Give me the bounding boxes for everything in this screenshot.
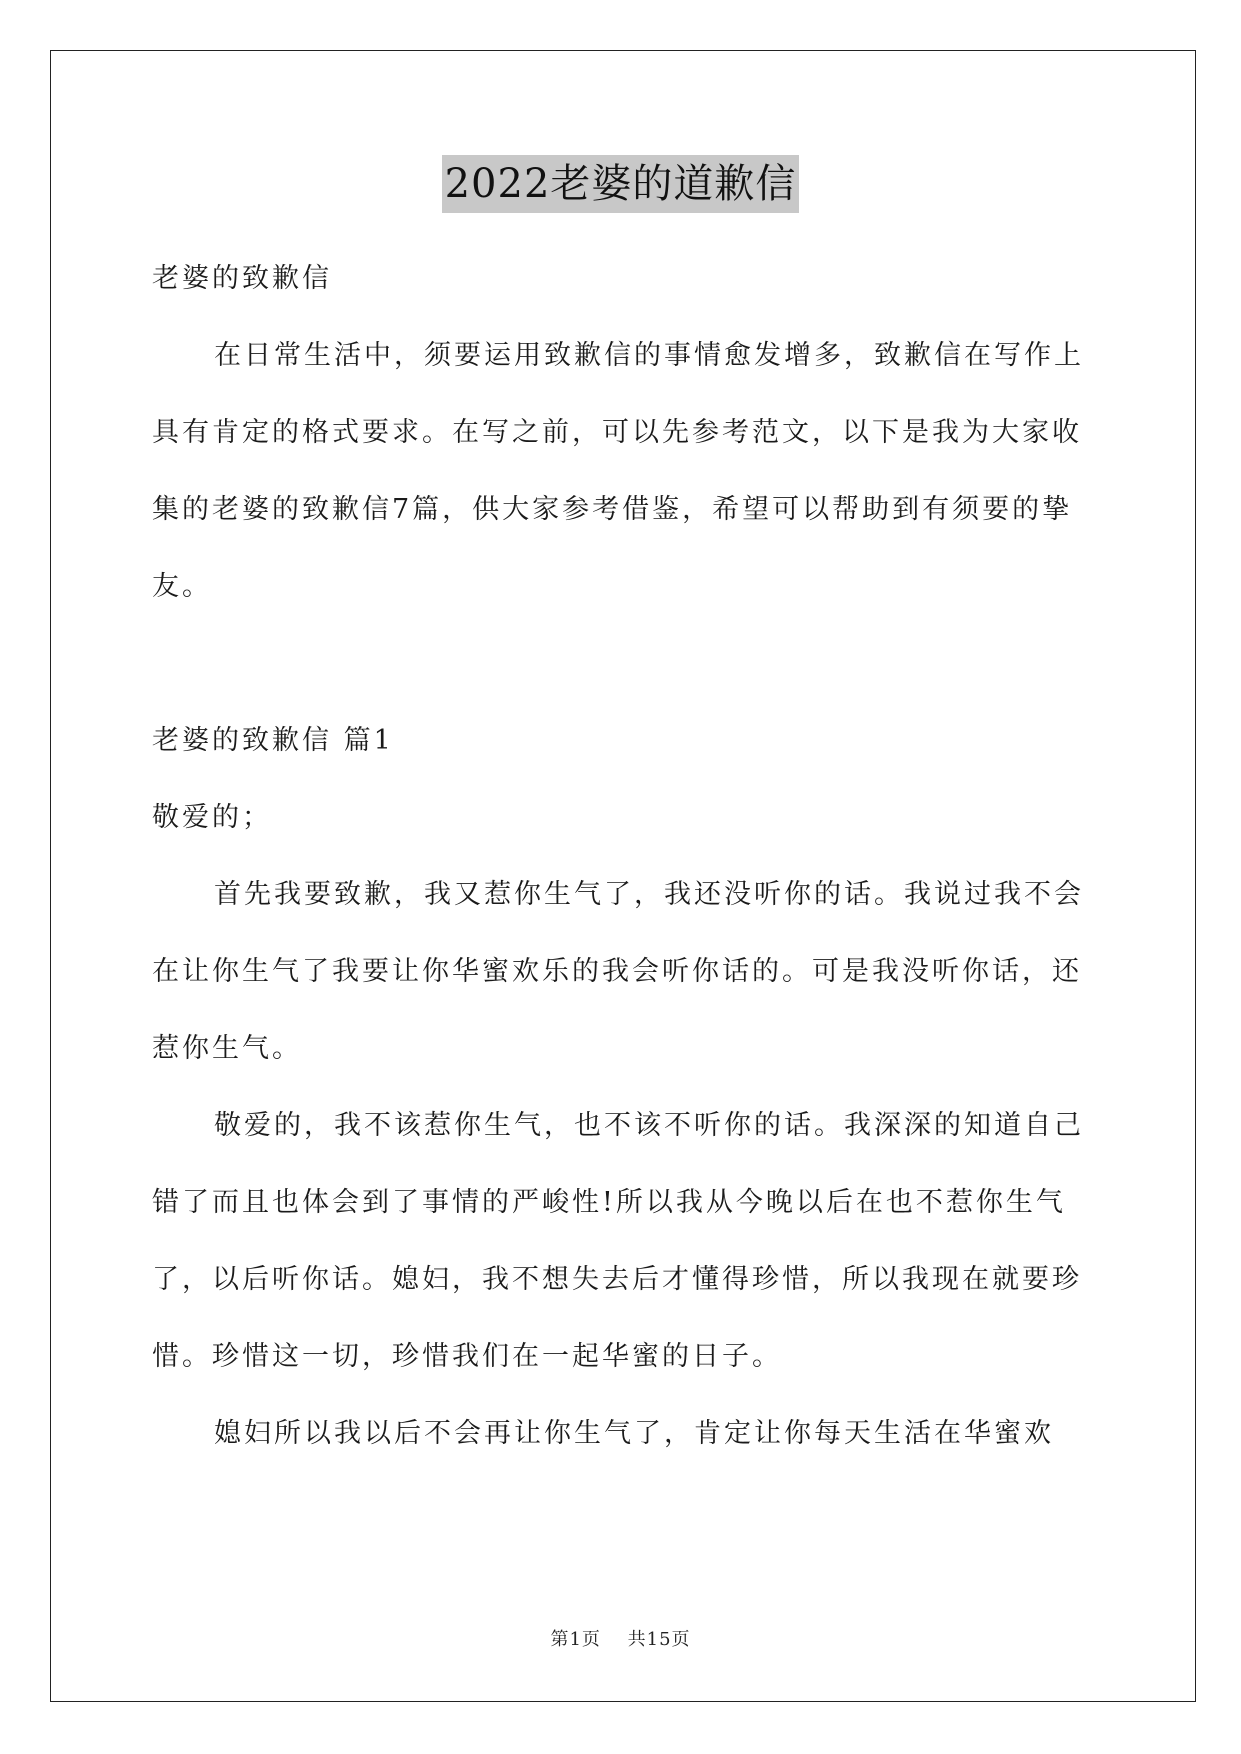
body-paragraph: 敬爱的，我不该惹你生气，也不该不听你的话。我深深的知道自己错了而且也体会到了事情的严峻性!所以我从今晚以后在也不惹你生气了，以后听你话。媳妇，我不想失去后才懂得珍惜，所以我现在就要珍惜。珍惜这一切，珍惜我们在一起华蜜的日子。 [152, 1110, 1084, 1372]
page-footer [0, 1625, 1241, 1651]
section-heading: 老婆的致歉信 [152, 263, 332, 294]
document-body [152, 240, 1096, 1472]
document-title: 2022老婆的道歉信 [442, 155, 800, 213]
total-pages: 共15页 [627, 1629, 691, 1650]
salutation: 敬爱的； [152, 802, 272, 833]
body-paragraph: 媳妇所以我以后不会再让你生气了，肯定让你每天生活在华蜜欢 [214, 1418, 1054, 1449]
letter-heading: 老婆的致歉信 篇1 [152, 725, 394, 756]
body-paragraph: 首先我要致歉，我又惹你生气了，我还没听你的话。我说过我不会在让你生气了我要让你华蜜欢乐的我会听你话的。可是我没听你话，还惹你生气。 [152, 879, 1084, 1064]
current-page-number: 第1页 [550, 1629, 601, 1650]
paragraph-spacer [152, 625, 1096, 702]
intro-paragraph: 在日常生活中，须要运用致歉信的事情愈发增多，致歉信在写作上具有肯定的格式要求。在写之前，可以先参考范文，以下是我为大家收集的老婆的致歉信7篇，供大家参考借鉴，希望可以帮助到有须要的挚友。 [152, 340, 1084, 602]
title-container [0, 155, 1241, 213]
